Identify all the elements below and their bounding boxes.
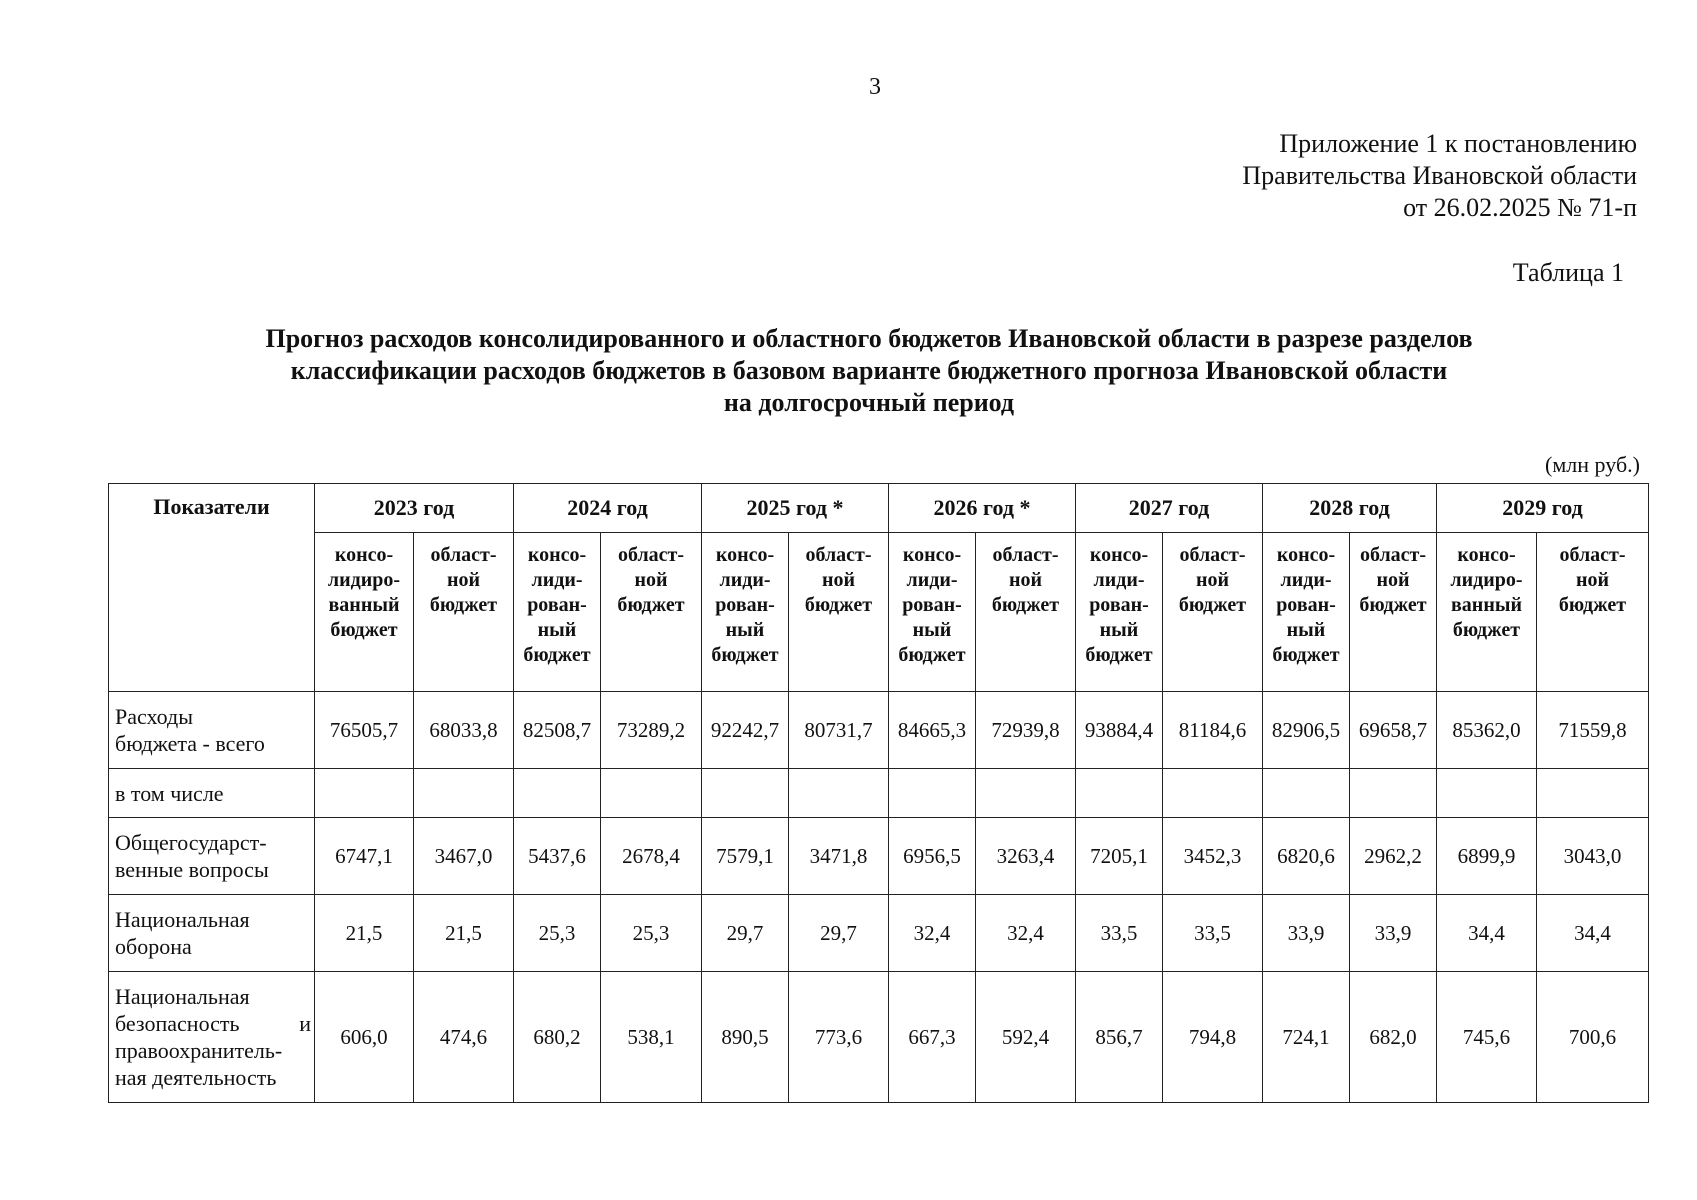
table-cell: 773,6 <box>789 972 889 1103</box>
table-cell: 69658,7 <box>1350 692 1437 769</box>
table-cell: 5437,6 <box>514 818 601 895</box>
regional-budget-header: област- ной бюджет <box>414 533 514 692</box>
consolidated-budget-header: консо- лиди- рован- ный бюджет <box>1076 533 1163 692</box>
regional-budget-header: област- ной бюджет <box>1537 533 1649 692</box>
table-cell: 6747,1 <box>315 818 414 895</box>
table-cell: 82508,7 <box>514 692 601 769</box>
table-cell: 2962,2 <box>1350 818 1437 895</box>
table-cell: 84665,3 <box>889 692 976 769</box>
document-title <box>0 323 1697 419</box>
title-line-3: на долгосрочный период <box>723 388 1015 417</box>
appendix-line-1: Приложение 1 к постановлению <box>1279 129 1637 158</box>
table-cell: 25,3 <box>514 895 601 972</box>
table-cell: 33,5 <box>1163 895 1263 972</box>
table-cell: 32,4 <box>889 895 976 972</box>
table-cell-empty <box>1263 769 1350 818</box>
row-label: в том числе <box>109 769 315 818</box>
table-cell: 6956,5 <box>889 818 976 895</box>
table-cell-empty <box>601 769 702 818</box>
table-cell: 3263,4 <box>976 818 1076 895</box>
table-cell: 80731,7 <box>789 692 889 769</box>
consolidated-budget-header: консо- лидиро- ванный бюджет <box>1437 533 1537 692</box>
table-cell-empty <box>702 769 789 818</box>
table-cell: 3471,8 <box>789 818 889 895</box>
table-row-national-security <box>109 972 1649 1103</box>
table-cell: 21,5 <box>414 895 514 972</box>
row-label <box>109 895 315 972</box>
table-cell: 76505,7 <box>315 692 414 769</box>
table-cell: 25,3 <box>601 895 702 972</box>
table-label: Таблица 1 <box>1512 258 1624 287</box>
table-cell: 92242,7 <box>702 692 789 769</box>
year-header: 2029 год <box>1437 484 1649 533</box>
table-cell: 21,5 <box>315 895 414 972</box>
row-label-word: и <box>299 1011 311 1036</box>
table-cell-empty <box>889 769 976 818</box>
table-cell: 2678,4 <box>601 818 702 895</box>
regional-budget-header: област- ной бюджет <box>601 533 702 692</box>
regional-budget-header: област- ной бюджет <box>1163 533 1263 692</box>
consolidated-budget-header: консо- лиди- рован- ный бюджет <box>702 533 789 692</box>
appendix-line-3: от 26.02.2025 № 71-п <box>1403 193 1637 222</box>
regional-budget-header: област- ной бюджет <box>1350 533 1437 692</box>
row-label-line: Общегосударст- <box>115 830 267 855</box>
table-cell-empty <box>1537 769 1649 818</box>
table-cell-empty <box>789 769 889 818</box>
table-cell: 794,8 <box>1163 972 1263 1103</box>
table-cell: 34,4 <box>1537 895 1649 972</box>
row-label-line: оборона <box>115 934 192 959</box>
table-cell: 3467,0 <box>414 818 514 895</box>
year-header: 2024 год <box>514 484 702 533</box>
table-row-including <box>109 769 1649 818</box>
row-label-line <box>115 1010 311 1037</box>
year-header: 2023 год <box>315 484 514 533</box>
table-cell: 724,1 <box>1263 972 1350 1103</box>
title-line-2: классификации расходов бюджетов в базовом варианте бюджетного прогноза Ивановской области <box>290 356 1448 385</box>
table-cell: 680,2 <box>514 972 601 1103</box>
table-cell: 890,5 <box>702 972 789 1103</box>
table-cell: 73289,2 <box>601 692 702 769</box>
table-cell: 3043,0 <box>1537 818 1649 895</box>
consolidated-budget-header: консо- лиди- рован- ный бюджет <box>514 533 601 692</box>
year-header: 2027 год <box>1076 484 1263 533</box>
table-cell: 93884,4 <box>1076 692 1163 769</box>
row-label <box>109 972 315 1103</box>
title-line-1: Прогноз расходов консолидированного и областного бюджетов Ивановской области в разрезе разделов <box>265 324 1473 353</box>
table-cell: 81184,6 <box>1163 692 1263 769</box>
table-cell-empty <box>514 769 601 818</box>
table-cell: 3452,3 <box>1163 818 1263 895</box>
table-cell: 682,0 <box>1350 972 1437 1103</box>
table-cell: 33,9 <box>1350 895 1437 972</box>
row-label-line: венные вопросы <box>115 857 269 882</box>
table-cell: 7205,1 <box>1076 818 1163 895</box>
appendix-reference <box>1242 128 1637 224</box>
year-header: 2026 год * <box>889 484 1076 533</box>
table-cell: 856,7 <box>1076 972 1163 1103</box>
table-cell: 7579,1 <box>702 818 789 895</box>
indicator-header: Показатели <box>109 484 315 692</box>
table-cell: 33,5 <box>1076 895 1163 972</box>
table-cell: 33,9 <box>1263 895 1350 972</box>
row-label-line: Национальная <box>115 907 250 932</box>
row-label-line: Расходы <box>115 704 193 729</box>
table-cell: 29,7 <box>702 895 789 972</box>
table-cell-empty <box>1076 769 1163 818</box>
table-cell: 592,4 <box>976 972 1076 1103</box>
table-cell-empty <box>1163 769 1263 818</box>
table-cell: 745,6 <box>1437 972 1537 1103</box>
table-cell: 68033,8 <box>414 692 514 769</box>
table-cell-empty <box>1350 769 1437 818</box>
units-label: (млн руб.) <box>1545 452 1640 477</box>
table-row-total-expenses <box>109 692 1649 769</box>
row-label <box>109 692 315 769</box>
regional-budget-header: област- ной бюджет <box>789 533 889 692</box>
row-label-line: ная деятельность <box>115 1065 277 1090</box>
table-cell: 474,6 <box>414 972 514 1103</box>
table-cell: 538,1 <box>601 972 702 1103</box>
table-cell-empty <box>1437 769 1537 818</box>
table-row-national-defense <box>109 895 1649 972</box>
consolidated-budget-header: консо- лидиро- ванный бюджет <box>315 533 414 692</box>
table-cell: 667,3 <box>889 972 976 1103</box>
row-label-line: Национальная <box>115 984 250 1009</box>
row-label-line: правоохранитель- <box>115 1038 283 1063</box>
table-cell: 72939,8 <box>976 692 1076 769</box>
page-number: 3 <box>869 74 881 100</box>
table-cell: 700,6 <box>1537 972 1649 1103</box>
consolidated-budget-header: консо- лиди- рован- ный бюджет <box>889 533 976 692</box>
table-cell: 6820,6 <box>1263 818 1350 895</box>
table-cell: 606,0 <box>315 972 414 1103</box>
table-cell: 82906,5 <box>1263 692 1350 769</box>
table-cell-empty <box>976 769 1076 818</box>
year-header: 2025 год * <box>702 484 889 533</box>
row-label-word: безопасность <box>115 1011 240 1036</box>
consolidated-budget-header: консо- лиди- рован- ный бюджет <box>1263 533 1350 692</box>
table-row-general-issues <box>109 818 1649 895</box>
table-cell-empty <box>414 769 514 818</box>
budget-forecast-table <box>108 483 1649 1103</box>
table-cell: 85362,0 <box>1437 692 1537 769</box>
year-header: 2028 год <box>1263 484 1437 533</box>
row-label <box>109 818 315 895</box>
table-cell: 32,4 <box>976 895 1076 972</box>
regional-budget-header: област- ной бюджет <box>976 533 1076 692</box>
table-cell: 71559,8 <box>1537 692 1649 769</box>
year-header-row <box>109 484 1649 533</box>
table-cell-empty <box>315 769 414 818</box>
table-cell: 34,4 <box>1437 895 1537 972</box>
budget-type-header-row <box>109 533 1649 692</box>
table-cell: 29,7 <box>789 895 889 972</box>
table-cell: 6899,9 <box>1437 818 1537 895</box>
appendix-line-2: Правительства Ивановской области <box>1242 161 1637 190</box>
row-label-line: бюджета - всего <box>115 731 265 756</box>
